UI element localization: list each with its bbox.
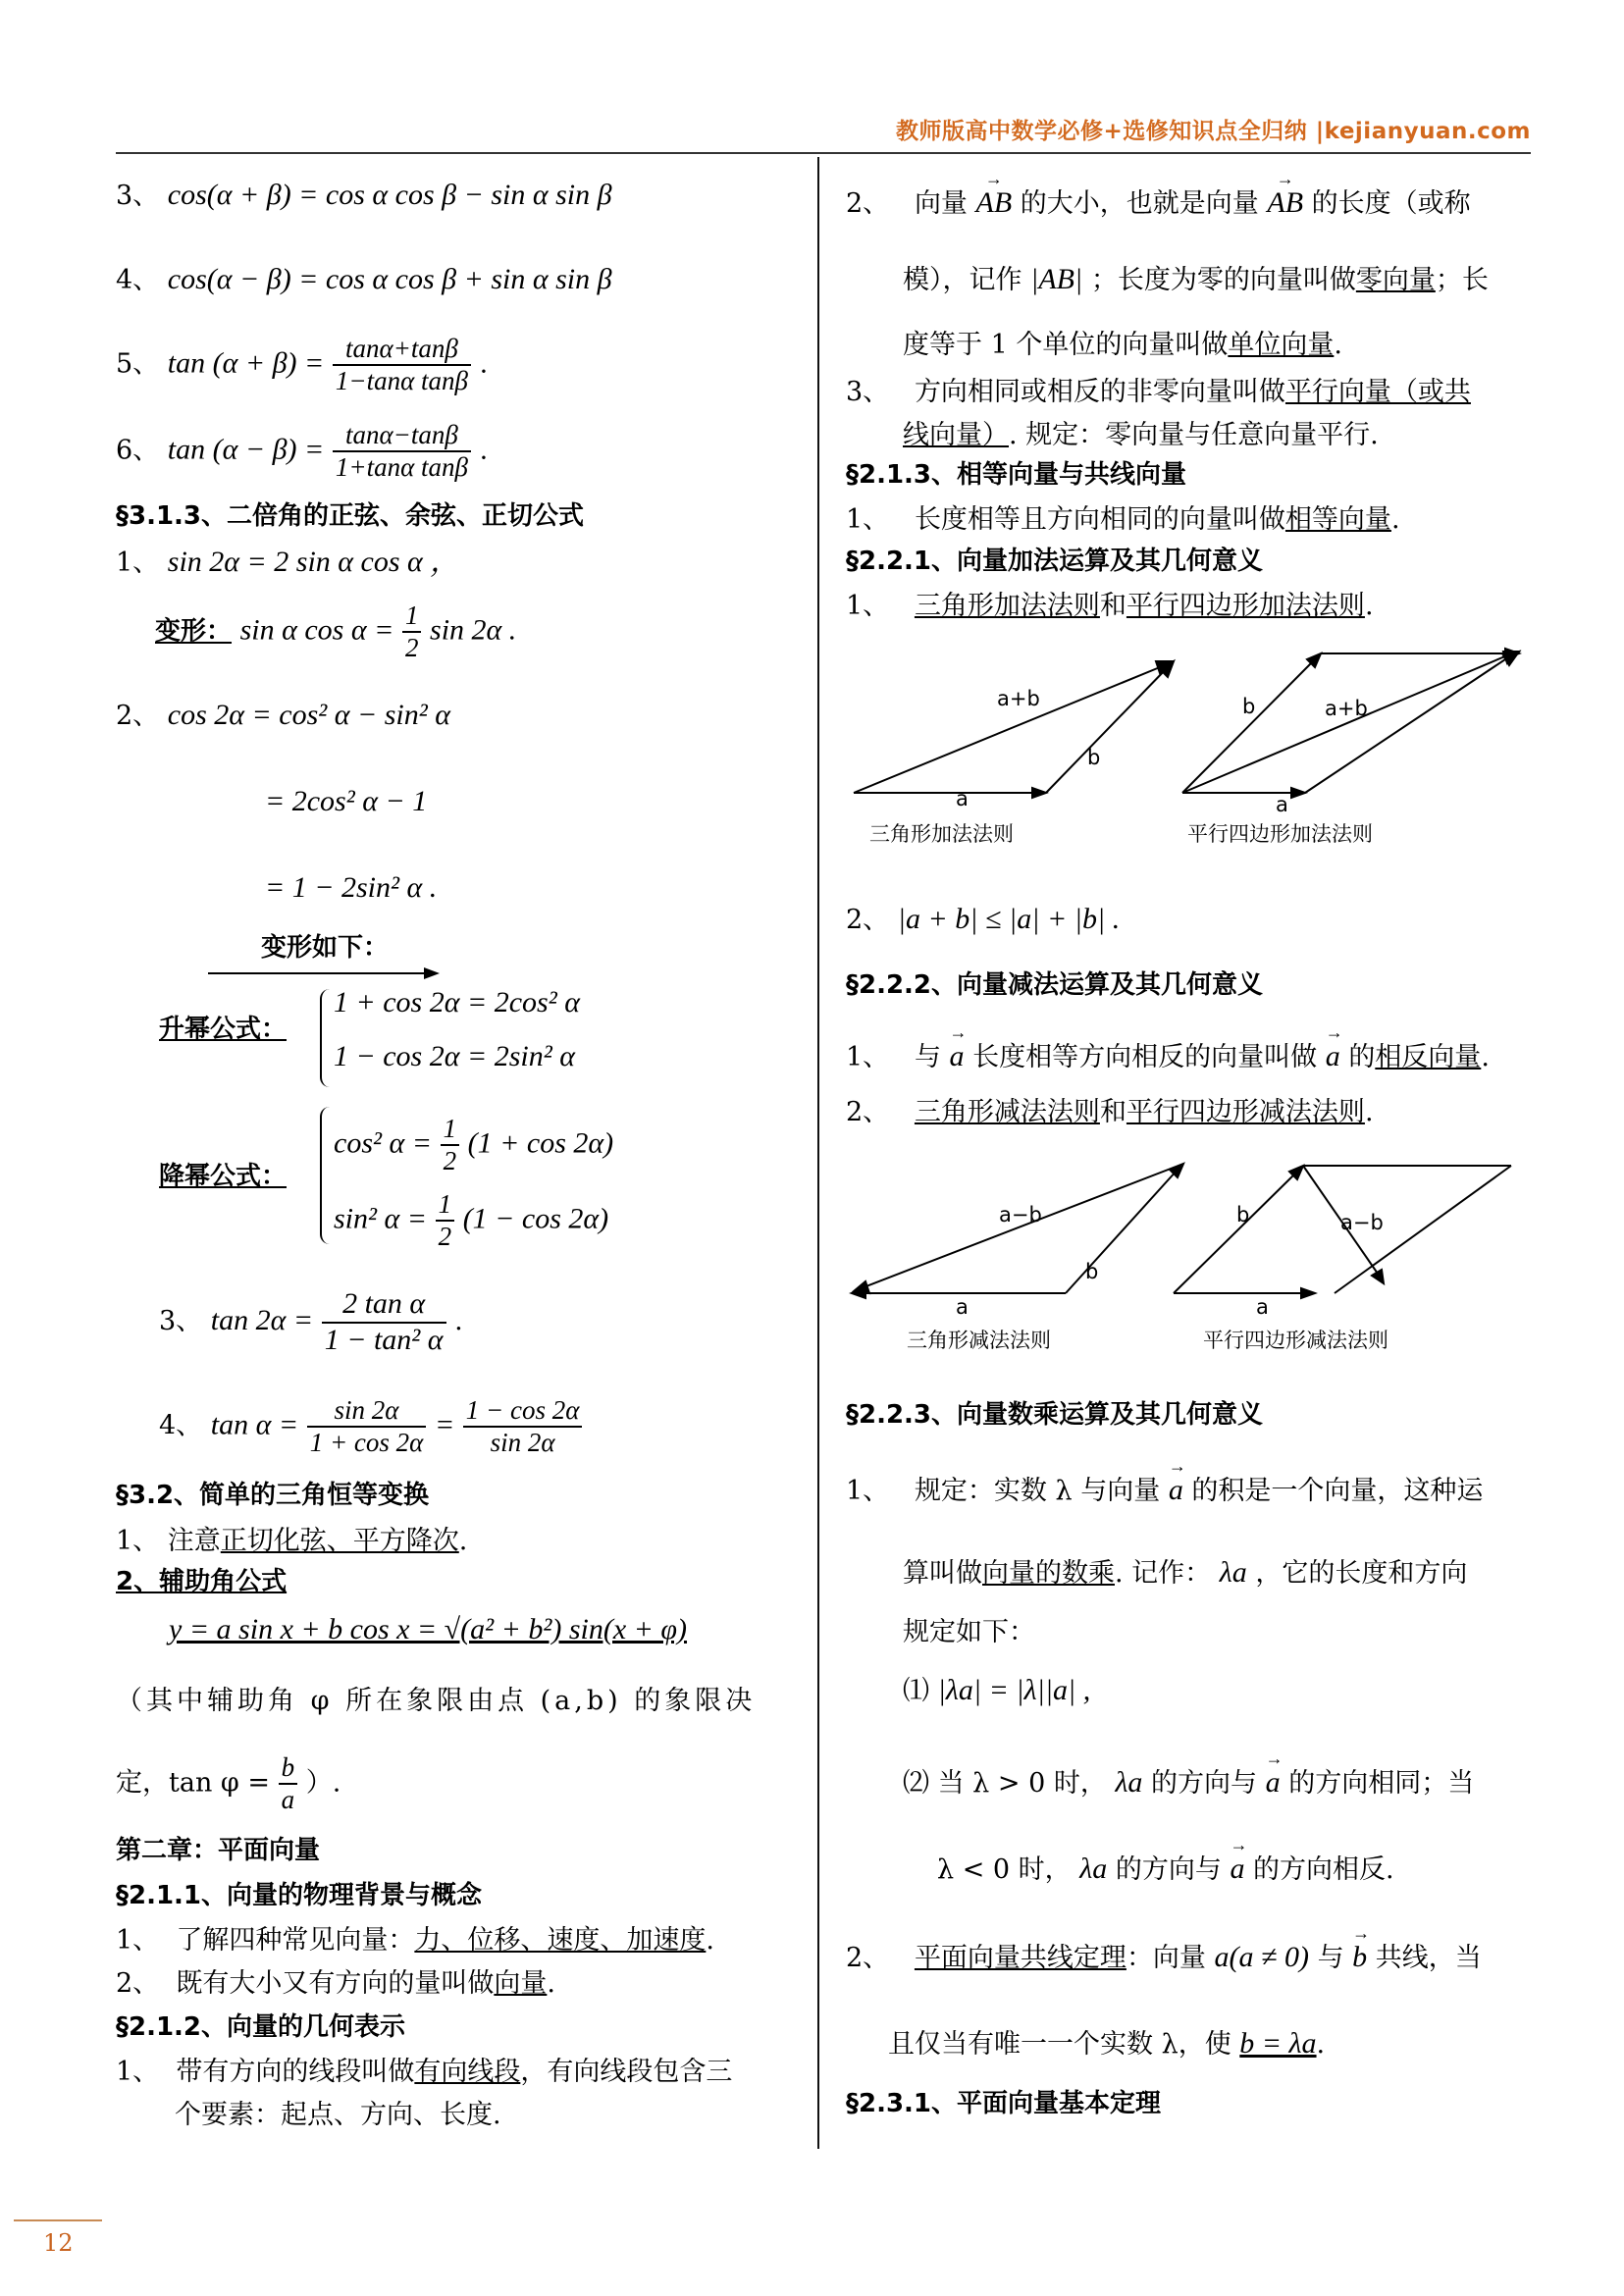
header-title: 教师版高中数学必修+选修知识点全归纳 |kejianyuan.com xyxy=(895,119,1531,144)
scalar-mult-line-3: 规定如下： xyxy=(903,1617,1035,1647)
scalar-mult-rule-2: ⑵ 当 λ > 0 时， λa 的方向与 → a 的方向相同；当 xyxy=(903,1766,1474,1800)
header-rule xyxy=(116,152,1531,154)
caption-triangle-addition: 三角形加法法则 xyxy=(869,822,1014,846)
formula-cos-double-3: = 1 − 2sin² α . xyxy=(265,871,438,904)
directed-segment-item-2: 个要素：起点、方向、长度. xyxy=(175,2100,501,2130)
raise-power-line-2: 1 − cos 2α = 2sin² α xyxy=(334,1040,575,1072)
chapter-2-title: 第二章：平面向量 xyxy=(116,1836,321,1865)
column-divider xyxy=(817,157,819,2149)
formula-sin-double-variant: 变形： sin α cos α = $\frac{1}{2}$ sin 2α . xyxy=(155,600,517,663)
brace-icon xyxy=(320,989,332,1087)
formula-tan-half: 4、 tan α = $\frac{\sin 2\alpha}{1 + \cos 2\alpha}$ = $\frac{1 - \cos 2\alpha}{\sin 2\alpha}$ xyxy=(159,1395,582,1458)
scalar-mult-rule-2b: λ < 0 时， λa 的方向与 → a 的方向相反. xyxy=(937,1852,1394,1887)
label-a-plus-b-2: a+b xyxy=(1325,697,1368,720)
label-a-3: a xyxy=(956,1295,969,1319)
section-2-2-3: §2.2.3、向量数乘运算及其几何意义 xyxy=(846,1400,1264,1430)
formula-cos-sum: 3、 cos(α + β) = cos α cos β − sin α sin β xyxy=(116,179,612,211)
section-2-1-1: §2.1.1、向量的物理背景与概念 xyxy=(116,1881,483,1910)
parallel-vector-item: 3、 方向相同或相反的非零向量叫做平行向量（或共 xyxy=(846,377,1471,407)
lower-power-line-1: cos² α = $\frac{1}{2}$ (1 + cos 2α) xyxy=(334,1114,614,1176)
label-a: a xyxy=(956,787,969,810)
aux-angle-note-2: 定，tan φ = $\frac{b}{a}$ ）. xyxy=(116,1752,341,1815)
label-a-minus-b-2: a−b xyxy=(1340,1211,1384,1234)
label-a-minus-b: a−b xyxy=(999,1203,1042,1226)
collinear-theorem-line-2: 且仅当有唯一一个实数 λ，使 b = λa. xyxy=(888,2027,1326,2060)
unit-vector-line: 度等于 1 个单位的向量叫做单位向量. xyxy=(903,330,1342,360)
page-number: 12 xyxy=(43,2229,74,2257)
section-2-2-2: §2.2.2、向量减法运算及其几何意义 xyxy=(846,970,1264,1000)
section-3-1-3: §3.1.3、二倍角的正弦、余弦、正切公式 xyxy=(116,501,585,531)
formula-sin-double: 1、 sin 2α = 2 sin α cos α ， xyxy=(116,546,460,578)
formula-tan-double: 3、 tan 2α = $\frac{\text{2 tan α}}{\text{1 − tan² α}}$ . xyxy=(159,1287,463,1356)
scalar-mult-rule-1: ⑴ |λa| = |λ||a| , xyxy=(903,1674,1091,1706)
triangle-inequality-item: 2、 |a + b| ≤ |a| + |b| . xyxy=(846,903,1121,935)
caption-parallelogram-subtraction: 平行四边形减法法则 xyxy=(1203,1329,1388,1352)
subtraction-figure xyxy=(844,1148,1531,1344)
raise-power-label: 升幂公式： xyxy=(159,1015,288,1044)
formula-cos-double: 2、 cos 2α = cos² α − sin² α xyxy=(116,699,450,731)
formula-cos-double-2: = 2cos² α − 1 xyxy=(265,785,428,817)
addition-rules-item: 1、 三角形加法法则和平行四边形加法法则. xyxy=(846,591,1374,621)
lower-power-label: 降幂公式： xyxy=(159,1162,288,1191)
parallel-vector-line-2: 线向量）. 规定：零向量与任意向量平行. xyxy=(903,420,1379,450)
lower-power-line-2: sin² α = $\frac{1}{2}$ (1 − cos 2α) xyxy=(334,1189,609,1252)
equal-vector-item: 1、 长度相等且方向相同的向量叫做相等向量. xyxy=(846,504,1400,535)
aux-angle-heading: 2、辅助角公式 xyxy=(116,1567,288,1596)
section-2-3-1: §2.3.1、平面向量基本定理 xyxy=(846,2089,1162,2118)
formula-tan-diff: 6、 tan (α − β) = $\frac{\tan\alpha-\tan\beta}{\text{1+tanα tanβ}}$ . xyxy=(116,420,489,483)
formula-tan-sum: 5、 tan (α + β) = $\frac{\tan\alpha+\tan\beta}{\text{1−tanα tanβ}}$ . xyxy=(116,334,489,396)
scalar-mult-item: 1、 规定：实数 λ 与向量 → a 的积是一个向量，这种运 xyxy=(846,1474,1483,1508)
label-b-3: b xyxy=(1085,1260,1099,1283)
subtraction-rules-item: 2、 三角形减法法则和平行四边形减法法则. xyxy=(846,1097,1374,1127)
formula-cos-diff: 4、 cos(α − β) = cos α cos β + sin α sin β xyxy=(116,263,612,295)
vector-length-item: 2、 向量 → AB 的大小，也就是向量 → AB 的长度（或称 xyxy=(846,186,1471,221)
opposite-vector-item: 1、 与 → a 长度相等方向相反的向量叫做 → a 的相反向量. xyxy=(846,1040,1490,1074)
label-b-2: b xyxy=(1242,695,1256,718)
label-b-4: b xyxy=(1236,1203,1250,1226)
directed-segment-item: 1、 带有方向的线段叫做有向线段，有向线段包含三 xyxy=(116,2057,733,2087)
brace-icon xyxy=(320,1107,332,1244)
section-2-2-1: §2.2.1、向量加法运算及其几何意义 xyxy=(846,547,1264,576)
arrow-icon xyxy=(206,965,442,981)
section-2-1-2: §2.1.2、向量的几何表示 xyxy=(116,2012,406,2042)
vector-types-item: 1、 了解四种常见向量：力、位移、速度、加速度. xyxy=(116,1925,714,1956)
label-a-plus-b: a+b xyxy=(997,687,1040,710)
vector-definition-item: 2、 既有大小又有方向的量叫做向量. xyxy=(116,1968,555,1999)
label-a-2: a xyxy=(1276,793,1288,816)
section-3-2: §3.2、简单的三角恒等变换 xyxy=(116,1481,430,1510)
label-b: b xyxy=(1087,746,1101,769)
aux-angle-formula: y = a sin x + b cos x = √(a² + b²) sin(x + φ) xyxy=(169,1613,688,1645)
aux-angle-note-1: （其中辅助角 φ 所在象限由点 (a,b) 的象限决 xyxy=(116,1686,757,1716)
scalar-mult-line-2: 算叫做向量的数乘. 记作： λa ，它的长度和方向 xyxy=(903,1556,1468,1589)
label-a-4: a xyxy=(1256,1295,1269,1319)
caption-triangle-subtraction: 三角形减法法则 xyxy=(907,1329,1051,1352)
transform-heading: 变形如下： xyxy=(261,933,390,963)
raise-power-line-1: 1 + cos 2α = 2cos² α xyxy=(334,986,580,1018)
note-tan-to-sin-cos: 1、 注意正切化弦、平方降次. xyxy=(116,1526,468,1556)
collinear-theorem-item: 2、 平面向量共线定理：向量 a(a ≠ 0) 与 → b 共线，当 xyxy=(846,1941,1482,1975)
footer-rule xyxy=(14,2219,102,2221)
section-2-1-3: §2.1.3、相等向量与共线向量 xyxy=(846,460,1187,490)
caption-parallelogram-addition: 平行四边形加法法则 xyxy=(1187,822,1373,846)
vector-magnitude-line: 模），记作 |AB| ；长度为零的向量叫做零向量；长 xyxy=(903,263,1489,295)
